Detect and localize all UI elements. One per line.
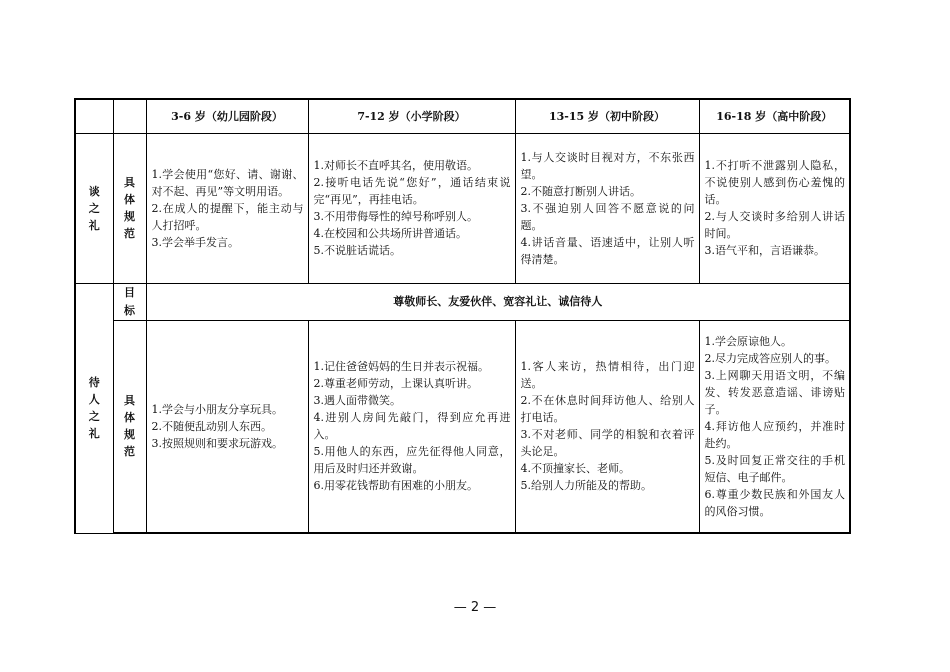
label-char: 具 [124,176,135,189]
norm-item: 3.语气平和，言语谦恭。 [704,244,825,257]
norm-item: 3.不强迫别人回答不愿意说的问题。 [520,201,695,232]
norm-item: 6.尊重少数民族和外国友人的风俗习惯。 [704,487,845,518]
treat-cell-age-13-15 [515,320,699,533]
header-age-13-15: 13-15 岁（初中阶段） [515,99,699,133]
norm-item: 2.在成人的提醒下，能主动与人打招呼。 [151,201,304,232]
category-char: 之 [88,410,100,423]
norm-item: 2.不随意打断别人讲话。 [520,184,641,198]
specific-norms-label [113,320,146,533]
norm-item: 2.尽力完成答应别人的事。 [704,351,836,365]
label-char: 体 [124,411,135,425]
label-char: 范 [124,227,135,240]
category-talk-etiquette [75,133,113,283]
norm-item: 4.拜访他人应预约，并准时赴约。 [704,419,845,450]
norm-item: 5.及时回复正常交往的手机短信、电子邮件。 [704,453,845,484]
norm-item: 5.不说脏话谎话。 [313,244,401,257]
norm-item: 2.与人交谈时多给别人讲话时间。 [704,210,845,240]
label-char: 范 [124,445,135,459]
goal-label [113,283,146,320]
category-char: 礼 [88,218,100,232]
norm-item: 1.记住爸爸妈妈的生日并表示祝福。 [313,360,489,374]
etiquette-table [74,98,851,534]
header-row [75,99,850,133]
talk-cell-age-3-6 [146,133,308,283]
norm-item: 3.学会举手发言。 [151,235,239,249]
norm-item: 5.用他人的东西，应先征得他人同意，用后及时归还并致谢。 [313,445,511,476]
norm-item: 1.学会原谅他人。 [704,334,792,348]
label-char: 规 [124,210,135,223]
treat-row [75,320,850,533]
norm-item: 2.不在休息时间拜访他人、给别人打电话。 [520,394,695,425]
label-char: 体 [124,193,135,206]
treat-cell-age-7-12 [308,320,515,533]
label-char: 规 [124,428,135,442]
norm-item: 2.尊重老师劳动，上课认真听讲。 [313,377,478,391]
norm-item: 4.进别人房间先敲门，得到应允再进入。 [313,411,511,442]
norm-item: 2.不随便乱动别人东西。 [151,419,272,433]
norm-item: 1.与人交谈时目视对方，不东张西望。 [520,150,695,181]
category-char: 谈 [88,184,100,198]
norm-item: 1.学会与小朋友分享玩具。 [151,402,283,416]
specific-norms-label [113,133,146,283]
norm-item: 5.给别人力所能及的帮助。 [520,479,652,493]
treat-cell-age-3-6 [146,320,308,533]
norm-item: 3.上网聊天用语文明，不编发、转发恶意造谣、诽谤贴子。 [704,368,845,416]
norm-item: 3.不用带侮辱性的绰号称呼别人。 [313,210,478,223]
talk-cell-age-16-18 [699,133,850,283]
norm-item: 1.对师长不直呼其名，使用敬语。 [313,159,478,172]
label-char: 标 [124,303,135,317]
norm-item: 6.用零花钱帮助有困难的小朋友。 [313,479,478,493]
header-age-7-12: 7-12 岁（小学阶段） [308,99,515,133]
norm-item: 1.不打听不泄露别人隐私，不说使别人感到伤心羞愧的话。 [704,159,845,206]
talk-row [75,133,850,283]
goal-text: 尊敬师长、友爱伙伴、宽容礼让、诚信待人 [146,283,850,320]
talk-cell-age-13-15 [515,133,699,283]
goal-row [75,283,850,320]
category-char: 待 [88,376,100,389]
label-char: 目 [124,285,135,299]
category-char: 礼 [88,427,100,440]
corner-cell-2 [113,99,146,133]
norm-item: 3.按照规则和要求玩游戏。 [151,436,283,450]
norm-item: 1.客人来访，热情相待，出门迎送。 [520,360,695,391]
norm-item: 2.接听电话先说“您好”，通话结束说完“再见”，再挂电话。 [313,176,511,206]
header-age-3-6: 3-6 岁（幼儿园阶段） [146,99,308,133]
norm-item: 4.不顶撞家长、老师。 [520,462,630,476]
corner-cell [75,99,113,133]
treat-cell-age-16-18 [699,320,850,533]
norm-item: 3.遇人面带微笑。 [313,394,401,408]
norm-item: 3.不对老师、同学的相貌和衣着评头论足。 [520,428,695,459]
norm-item: 1.学会使用“您好、请、谢谢、对不起、再见”等文明用语。 [151,167,304,198]
norm-item: 4.讲话音量、语速适中，让别人听得清楚。 [520,235,695,266]
category-treating-others [75,283,113,533]
norm-item: 4.在校园和公共场所讲普通话。 [313,227,467,240]
category-char: 人 [88,393,100,406]
header-age-16-18: 16-18 岁（高中阶段） [699,99,850,133]
category-char: 之 [88,201,100,215]
talk-cell-age-7-12 [308,133,515,283]
page-number: — 2 — [453,600,497,615]
label-char: 具 [124,394,135,408]
